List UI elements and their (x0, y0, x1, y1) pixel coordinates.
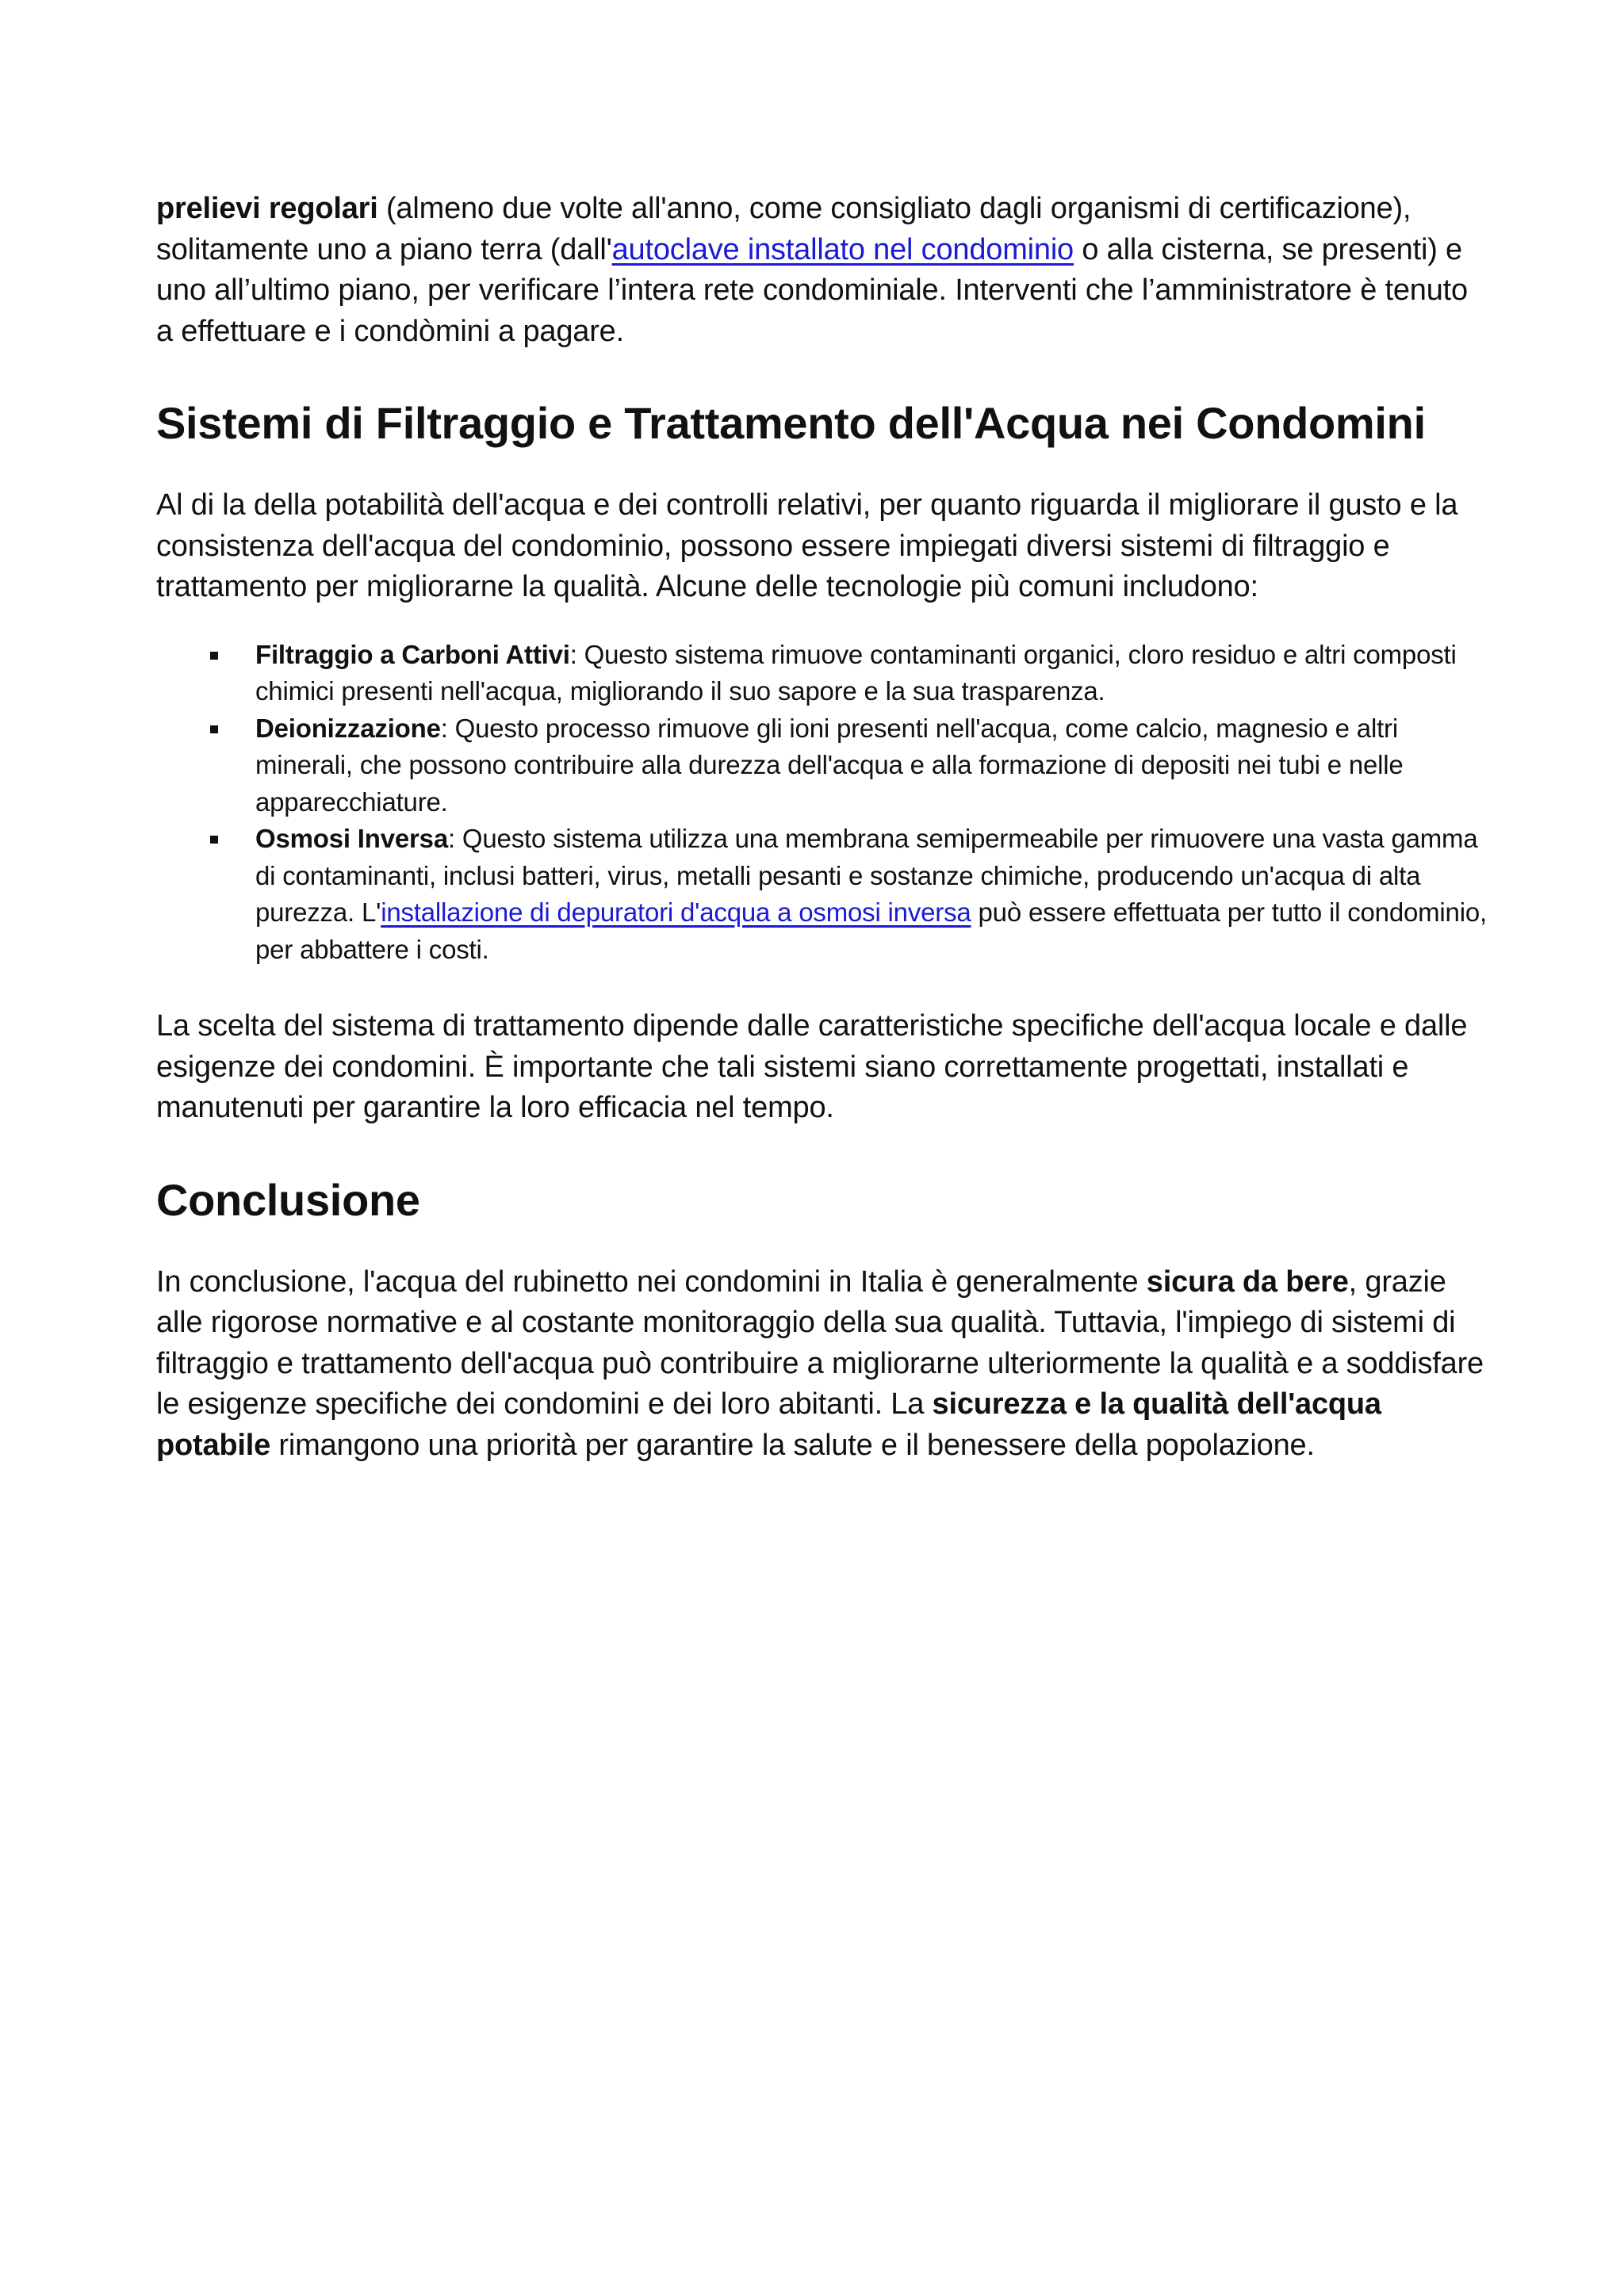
conclusione-heading: Conclusione (156, 1174, 420, 1225)
conclusione-strong-1: sicura da bere (1146, 1265, 1349, 1299)
autoclave-link[interactable]: autoclave installato nel condominio (611, 232, 1074, 266)
bullet-square-icon (210, 836, 218, 844)
conclusione-paragraph (156, 1262, 1488, 1467)
list-item-text-after: può essere effettuata per tutto il condominio, per abbattere i costi. (255, 897, 1487, 964)
conclusione-text-part-2: , grazie alle rigorose normative e al costante monitoraggio della sua qualità. Tuttavia, l'impiego di sistemi di filtraggio e trattamento dell'acqua può contribuire a migliorarne ulteriormente la qualità e a soddisfare le esigenze specifiche dei condomini e dei loro abitanti. La (156, 1265, 1484, 1421)
list-item-text: : Questo processo rimuove gli ioni presenti nell'acqua, come calcio, magnesio e altri minerali, che possono contribuire alla durezza dell'acqua e alla formazione di depositi nei tubi e nelle apparecchiature. (255, 713, 1404, 817)
list-item-term: Osmosi Inversa (255, 824, 448, 853)
osmosi-inversa-link[interactable]: installazione di depuratori d'acqua a osmosi inversa (381, 897, 971, 927)
conclusione-strong-2: sicurezza e la qualità dell'acqua potabile (156, 1387, 1381, 1462)
list-item-carboni-attivi (156, 637, 1488, 710)
list-item-osmosi-inversa (156, 821, 1488, 968)
filtraggio-closing-paragraph: La scelta del sistema di trattamento dipende dalle caratteristiche specifiche dell'acqua locale e dalle esigenze dei condomini. È importante che tali sistemi siano correttamente progettati, installati e manutenuti per garantire la loro efficacia nel tempo. (156, 1009, 1468, 1124)
list-item-term: Filtraggio a Carboni Attivi (255, 639, 570, 669)
list-item-text: : Questo sistema utilizza una membrana semipermeabile per rimuovere una vasta gamma di contaminanti, inclusi batteri, virus, metalli pesanti e sostanze chimiche, producendo un'acqua di alta purezza. L' (255, 824, 1478, 927)
list-item-text: : Questo sistema rimuove contaminanti organici, cloro residuo e altri composti chimici presenti nell'acqua, migliorando il suo sapore e la sua trasparenza. (255, 639, 1457, 706)
bullet-square-icon (210, 652, 218, 660)
list-item-deionizzazione (156, 710, 1488, 821)
conclusione-text-part-1: In conclusione, l'acqua del rubinetto nei condomini in Italia è generalmente (156, 1265, 1147, 1299)
treatment-list (156, 637, 1488, 969)
conclusione-text-part-3: rimangono una priorità per garantire la salute e il benessere della popolazione. (270, 1428, 1315, 1462)
intro-strong-text: prelievi regolari (156, 192, 378, 225)
intro-paragraph (156, 189, 1488, 352)
intro-text-part-1: (almeno due volte all'anno, come consigliato dagli organismi di certificazione), solitamente uno a piano terra (dall' (156, 192, 1411, 266)
filtraggio-heading: Sistemi di Filtraggio e Trattamento dell'Acqua nei Condomini (156, 398, 1426, 448)
list-item-term: Deionizzazione (255, 713, 441, 743)
bullet-square-icon (210, 725, 218, 733)
filtraggio-paragraph: Al di la della potabilità dell'acqua e dei controlli relativi, per quanto riguarda il migliorare il gusto e la consistenza dell'acqua del condominio, possono essere impiegati diversi sistemi di filtraggio e trattamento per migliorarne la qualità. Alcune delle tecnologie più comuni includono: (156, 488, 1458, 603)
document-content (156, 189, 1488, 1466)
intro-text-part-2: o alla cisterna, se presenti) e uno all’ultimo piano, per verificare l’intera rete condominiale. Interventi che l’amministratore è tenuto a effettuare e i condòmini a pagare. (156, 232, 1468, 348)
